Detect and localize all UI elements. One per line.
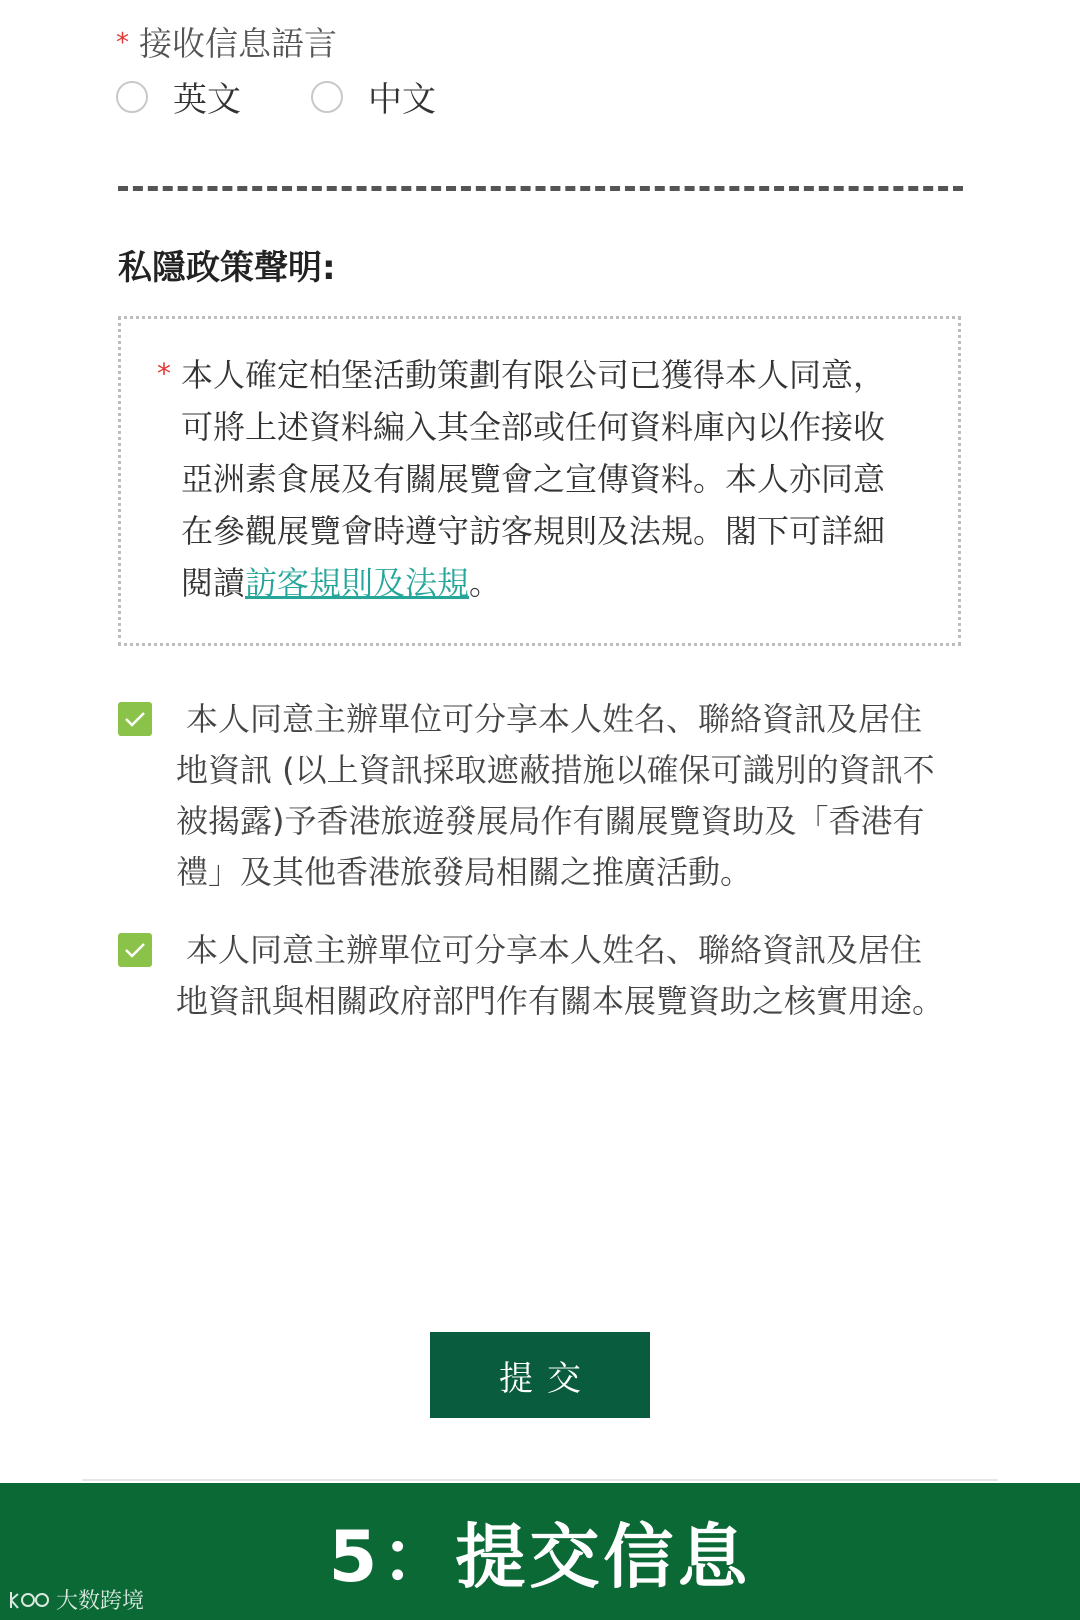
section-divider bbox=[118, 186, 963, 191]
language-label-text: 接收信息語言 bbox=[139, 24, 337, 63]
consent-checkbox-government[interactable] bbox=[118, 933, 152, 967]
radio-label-chinese: 中文 bbox=[368, 80, 436, 120]
checkmark-icon bbox=[124, 710, 146, 728]
consent-text-hktb: 本人同意主辦單位可分享本人姓名、聯絡資訊及居住地資訊 (以上資訊採取遮蔽措施以確保可識別的資訊不被揭露)予香港旅遊發展局作有關展覽資助及「香港有禮」及其他香港旅發局相關之推廣活動。 bbox=[176, 700, 935, 891]
privacy-required-mark: * bbox=[157, 357, 171, 390]
privacy-statement-text bbox=[181, 349, 911, 609]
radio-button-english[interactable] bbox=[116, 81, 148, 113]
radio-button-chinese[interactable] bbox=[311, 81, 343, 113]
privacy-policy-title: 私隱政策聲明: bbox=[118, 248, 336, 288]
language-field-label bbox=[116, 18, 337, 65]
step-banner bbox=[0, 1483, 1080, 1620]
radio-option-chinese[interactable] bbox=[311, 72, 436, 121]
privacy-statement-body: 本人確定柏堡活動策劃有限公司已獲得本人同意，可將上述資料編入其全部或任何資料庫內以作接收亞洲素食展及有關展覽會之宣傳資料。本人亦同意在參觀展覽會時遵守訪客規則及法規。閣下可詳細閱讀 bbox=[181, 356, 886, 602]
step-banner-title: 5：提交信息 bbox=[328, 1516, 752, 1598]
watermark bbox=[8, 1584, 144, 1615]
checkmark-icon bbox=[124, 941, 146, 959]
footer-divider bbox=[82, 1479, 998, 1481]
radio-option-english[interactable] bbox=[116, 72, 241, 121]
consent-checkbox-hktb[interactable] bbox=[118, 702, 152, 736]
visitor-rules-link[interactable]: 訪客規則及法規 bbox=[245, 564, 470, 602]
required-mark: * bbox=[116, 28, 129, 58]
consent-hktb-sharing bbox=[118, 694, 946, 898]
radio-label-english: 英文 bbox=[173, 80, 241, 120]
watermark-logo-icon bbox=[8, 1588, 52, 1612]
submit-button[interactable]: 提交 bbox=[430, 1332, 650, 1418]
watermark-text: 大数跨境 bbox=[56, 1589, 145, 1614]
consent-government-sharing bbox=[118, 925, 946, 1027]
privacy-statement-end: 。 bbox=[469, 564, 502, 602]
privacy-statement-box bbox=[118, 316, 961, 646]
language-radio-group bbox=[116, 72, 506, 121]
consent-text-government: 本人同意主辦單位可分享本人姓名、聯絡資訊及居住地資訊與相關政府部門作有關本展覽資助之核實用途。 bbox=[176, 931, 945, 1020]
